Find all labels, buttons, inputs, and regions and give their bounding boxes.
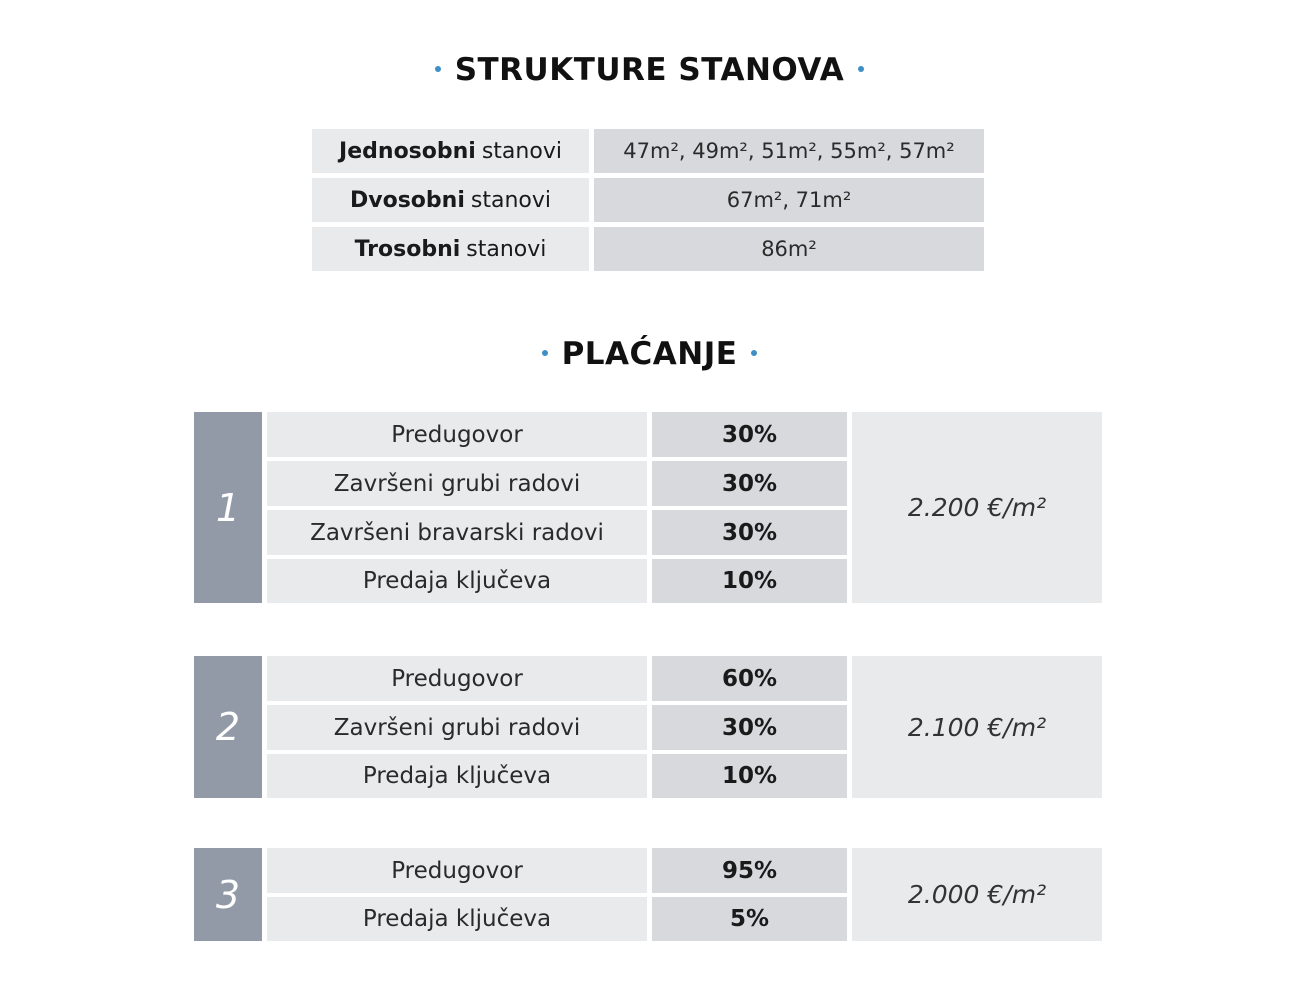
apartment-sizes-cell: 67m², 71m²: [594, 178, 984, 222]
phase-percent: 60%: [652, 656, 847, 701]
apartment-type-rest: stanovi: [466, 236, 547, 262]
apartment-type-cell: [312, 227, 589, 271]
apartment-type-cell: [312, 178, 589, 222]
phase-label: Predaja ključeva: [267, 897, 647, 941]
phase-percent: 30%: [652, 461, 847, 506]
payment-heading: [0, 336, 1299, 372]
apartment-sizes-cell: 47m², 49m², 51m², 55m², 57m²: [594, 129, 984, 173]
phase-label: Predaja ključeva: [267, 754, 647, 798]
bullet-dot-icon: [435, 66, 441, 72]
price-per-m2: 2.200 €/m²: [852, 412, 1102, 603]
apartment-type-bold: Dvosobni: [350, 187, 465, 213]
phase-percent: 30%: [652, 705, 847, 750]
price-per-m2: 2.100 €/m²: [852, 656, 1102, 798]
phase-label: Završeni grubi radovi: [267, 461, 647, 506]
apartment-sizes-cell: 86m²: [594, 227, 984, 271]
payment-title: PLAĆANJE: [561, 336, 738, 372]
apartment-type-rest: stanovi: [481, 138, 562, 164]
phase-label: Predugovor: [267, 848, 647, 893]
phase-label: Predugovor: [267, 412, 647, 457]
phase-percent: 95%: [652, 848, 847, 893]
bullet-dot-icon: [751, 350, 757, 356]
apartment-type-bold: Jednosobni: [339, 138, 476, 164]
phase-label: Predaja ključeva: [267, 559, 647, 603]
phase-percent: 30%: [652, 510, 847, 555]
phase-label: Predugovor: [267, 656, 647, 701]
phase-percent: 10%: [652, 559, 847, 603]
apartment-type-rest: stanovi: [470, 187, 551, 213]
phase-percent: 10%: [652, 754, 847, 798]
phase-percent: 5%: [652, 897, 847, 941]
phase-label: Završeni grubi radovi: [267, 705, 647, 750]
apartment-type-cell: [312, 129, 589, 173]
apartment-type-bold: Trosobni: [354, 236, 461, 262]
bullet-dot-icon: [858, 66, 864, 72]
option-number: 3: [194, 848, 262, 941]
phase-label: Završeni bravarski radovi: [267, 510, 647, 555]
option-number: 1: [194, 412, 262, 603]
structure-heading: [0, 52, 1299, 88]
bullet-dot-icon: [542, 350, 548, 356]
option-number: 2: [194, 656, 262, 798]
phase-percent: 30%: [652, 412, 847, 457]
price-per-m2: 2.000 €/m²: [852, 848, 1102, 941]
structure-title: STRUKTURE STANOVA: [454, 52, 845, 88]
